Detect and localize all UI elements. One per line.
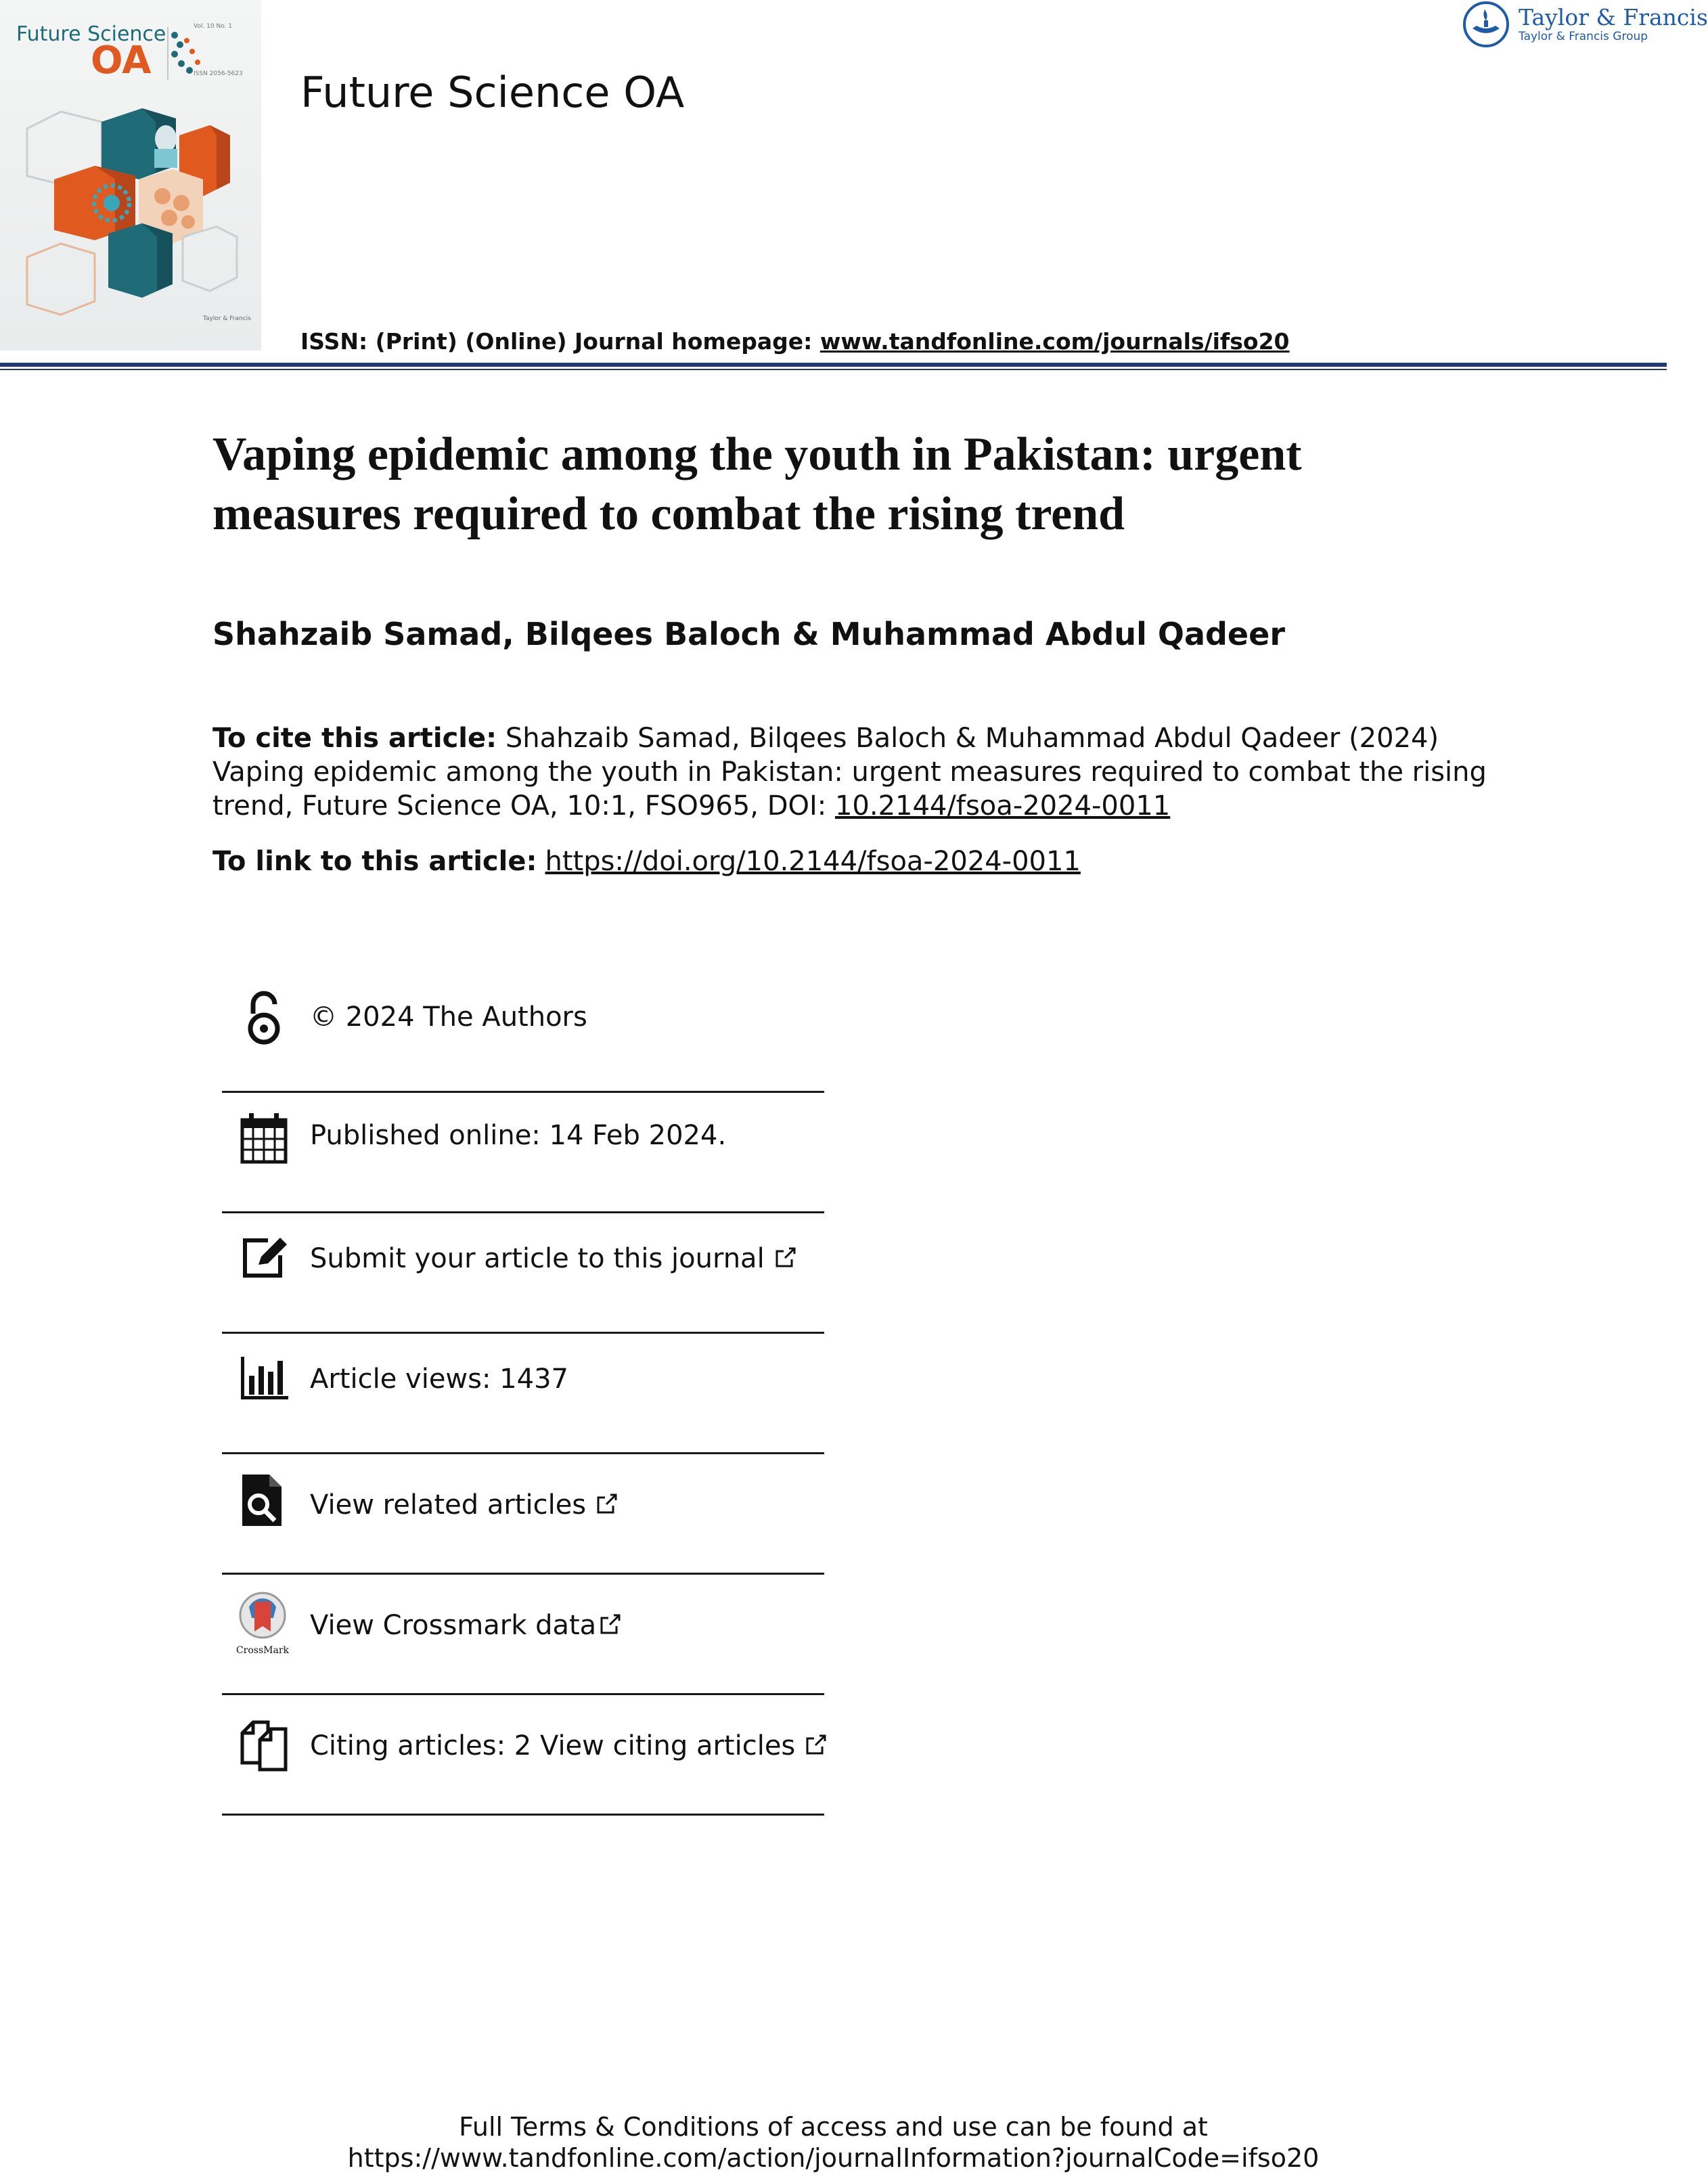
cite-doi-link[interactable]: 10.2144/fsoa-2024-0011 xyxy=(834,790,1171,822)
cover-issn: ISSN 2056-5623 xyxy=(194,70,243,77)
header-divider xyxy=(0,363,1667,367)
external-link-icon xyxy=(774,1246,797,1269)
copyright-text: © 2024 The Authors xyxy=(310,1002,587,1033)
journal-homepage-link[interactable]: www.tandfonline.com/journals/ifso20 xyxy=(819,328,1290,355)
search-document-icon xyxy=(238,1472,290,1529)
cite-label: To cite this article: xyxy=(212,723,497,754)
external-link-icon xyxy=(805,1733,828,1756)
article-views-text: Article views: 1437 xyxy=(310,1364,568,1395)
info-item-published xyxy=(222,1093,824,1213)
info-item-copyright xyxy=(222,954,824,1075)
crossmark-data-label: View Crossmark data xyxy=(310,1610,597,1641)
cover-publisher: Taylor & Francis xyxy=(203,315,251,322)
info-item-submit[interactable] xyxy=(222,1213,824,1334)
published-date-text: Published online: 14 Feb 2024. xyxy=(310,1120,727,1151)
article-authors: Shahzaib Samad, Bilqees Baloch & Muhammad Abdul Qadeer xyxy=(212,616,1286,652)
submit-article-link[interactable] xyxy=(310,1243,797,1274)
cite-text: Shahzaib Samad, Bilqees Baloch & Muhammad Abdul Qadeer (2024) Vaping epidemic among the youth in Pakistan: urgent measures required to combat the rising trend, Future Science OA, 10:1, FSO965, DOI: xyxy=(212,723,1487,822)
calendar-icon xyxy=(238,1110,290,1167)
citing-articles-link[interactable] xyxy=(310,1730,828,1761)
external-link-icon xyxy=(599,1613,622,1636)
external-link-icon xyxy=(595,1492,619,1515)
article-title: Vaping epidemic among the youth in Pakistan: urgent measures required to combat the rising trend xyxy=(212,428,1302,540)
link-label: To link to this article: xyxy=(212,846,537,877)
cover-oa-mark: OA xyxy=(91,39,152,83)
footer-terms-link[interactable]: https://www.tandfonline.com/action/journalInformation?journalCode=ifso20 xyxy=(347,2143,1320,2173)
article-doi-link[interactable]: https://doi.org/10.2144/fsoa-2024-0011 xyxy=(545,846,1081,877)
terms-footer xyxy=(0,2111,1667,2174)
taylor-francis-lamp-icon xyxy=(1462,0,1513,50)
article-link-line xyxy=(212,846,1081,877)
edit-icon xyxy=(238,1231,290,1288)
header-divider-thin xyxy=(0,369,1667,370)
cover-volume: Vol. 10 No. 1 xyxy=(194,23,233,30)
info-divider xyxy=(222,1814,824,1816)
homepage-label: ISSN: (Print) (Online) Journal homepage: xyxy=(300,328,820,355)
open-access-icon xyxy=(238,989,290,1046)
bar-chart-icon xyxy=(238,1351,290,1408)
journal-cover xyxy=(0,0,261,351)
related-articles-label: View related articles xyxy=(310,1489,587,1521)
publisher-name: Taylor & Francis xyxy=(1519,4,1708,30)
cover-journal-title: Future Science xyxy=(16,22,166,46)
footer-line-1: Full Terms & Conditions of access and use can be found at xyxy=(459,2112,1208,2142)
citing-documents-icon xyxy=(238,1715,290,1772)
citation-block xyxy=(212,721,1532,823)
crossmark-label: CrossMark xyxy=(235,1645,290,1656)
crossmark-icon xyxy=(235,1591,290,1656)
info-item-views xyxy=(222,1334,824,1454)
info-item-citing[interactable] xyxy=(222,1695,824,1816)
info-item-crossmark[interactable] xyxy=(222,1575,824,1695)
journal-homepage-line xyxy=(300,328,1290,355)
related-articles-link[interactable] xyxy=(310,1489,619,1521)
journal-name: Future Science OA xyxy=(300,68,685,117)
submit-article-label: Submit your article to this journal xyxy=(310,1243,765,1274)
crossmark-link[interactable] xyxy=(310,1610,622,1641)
info-item-related[interactable] xyxy=(222,1454,824,1575)
citing-articles-label: Citing articles: 2 View citing articles xyxy=(310,1730,796,1761)
publisher-group: Taylor & Francis Group xyxy=(1519,30,1648,43)
